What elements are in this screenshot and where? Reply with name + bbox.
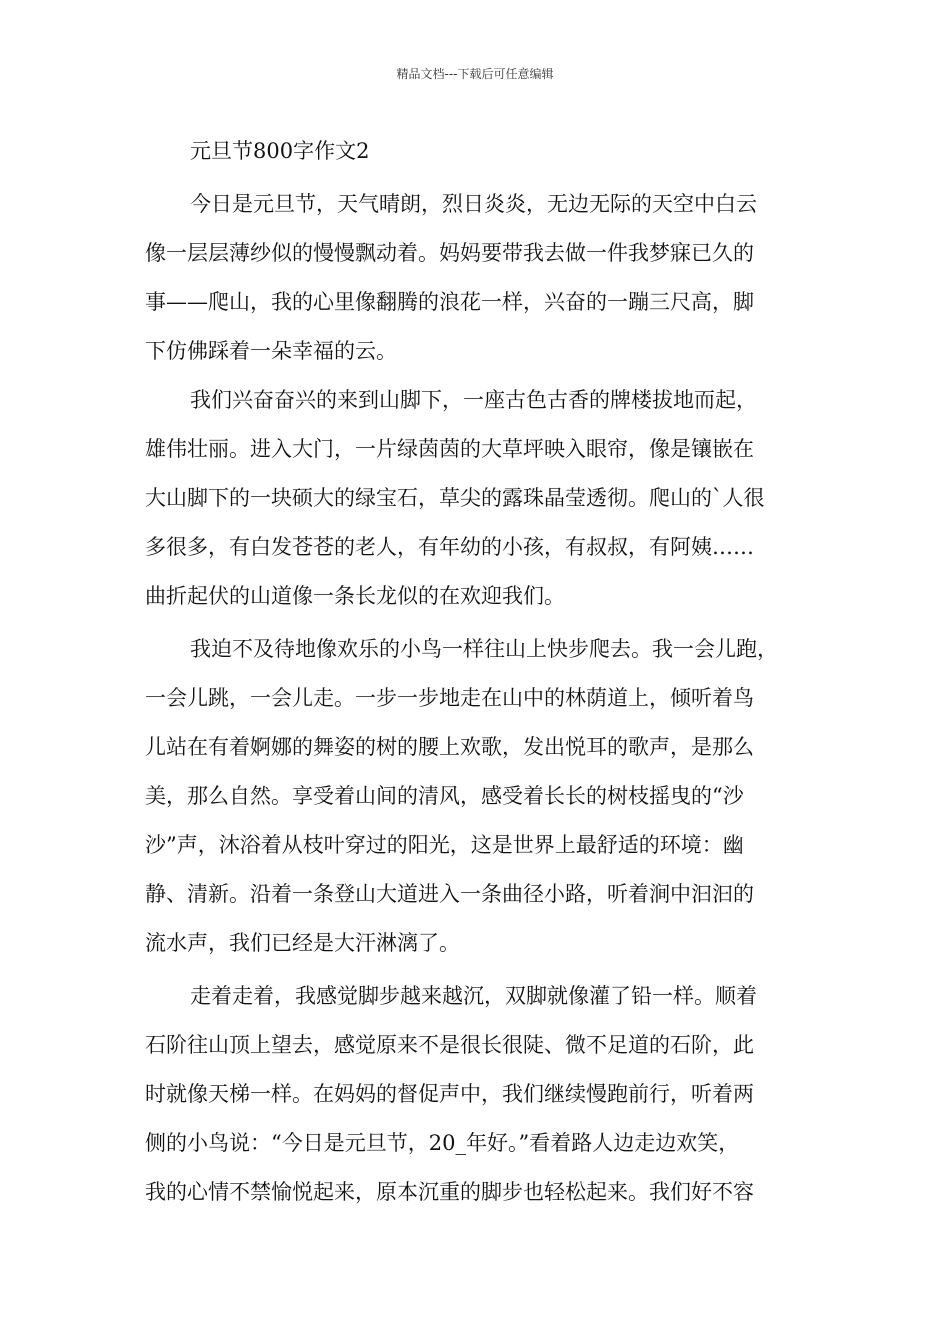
paragraph-line: 一会儿跳，一会儿走。一步一步地走在山中的林荫道上，倾听着鸟: [145, 686, 754, 710]
paragraph-line: 大山脚下的一块硕大的绿宝石，草尖的露珠晶莹透彻。爬山的`人很: [145, 486, 765, 510]
paragraph-line: 多很多，有白发苍苍的老人，有年幼的小孩，有叔叔，有阿姨……: [145, 535, 754, 559]
paragraph-line: 下仿佛踩着一朵幸福的云。: [145, 339, 397, 363]
paragraph-3: [145, 625, 805, 968]
paragraph-4: [145, 972, 805, 1217]
paragraph-1: [145, 180, 805, 376]
paragraph-line: 石阶往山顶上望去，感觉原来不是很长很陡、微不足道的石阶，此: [145, 1033, 754, 1057]
paragraph-line: 我迫不及待地像欢乐的小鸟一样往山上快步爬去。我一会儿跑，: [190, 637, 778, 661]
paragraph-line: 儿站在有着婀娜的舞姿的树的腰上欢歌，发出悦耳的歌声，是那么: [145, 735, 754, 759]
paragraph-line: 像一层层薄纱似的慢慢飘动着。妈妈要带我去做一件我梦寐已久的: [145, 241, 754, 265]
paragraph-line: 流水声，我们已经是大汗淋漓了。: [145, 931, 460, 955]
paragraph-line: 侧的小鸟说：“今日是元旦节，20_年好。”看着路人边走边欢笑，: [145, 1131, 740, 1155]
page-header: 精品文档---下载后可任意编辑: [396, 67, 554, 81]
paragraph-line: 事——爬山，我的心里像翻腾的浪花一样，兴奋的一蹦三尺高，脚: [145, 290, 754, 314]
paragraph-line: 静、清新。沿着一条登山大道进入一条曲径小路，听着涧中汩汩的: [145, 882, 754, 906]
paragraph-line: 今日是元旦节，天气晴朗，烈日炎炎，无边无际的天空中白云: [190, 192, 757, 216]
paragraph-line: 我的心情不禁愉悦起来，原本沉重的脚步也轻松起来。我们好不容: [145, 1180, 754, 1204]
paragraph-line: 时就像天梯一样。在妈妈的督促声中，我们继续慢跑前行，听着两: [145, 1082, 754, 1106]
paragraph-line: 美，那么自然。享受着山间的清风，感受着长长的树枝摇曳的“沙: [145, 784, 744, 808]
paragraph-line: 曲折起伏的山道像一条长龙似的在欢迎我们。: [145, 584, 565, 608]
document-title: 元旦节800字作文2: [190, 139, 370, 163]
paragraph-line: 走着走着，我感觉脚步越来越沉，双脚就像灌了铅一样。顺着: [190, 984, 757, 1008]
paragraph-line: 沙”声，沐浴着从枝叶穿过的阳光，这是世界上最舒适的环境：幽: [145, 833, 744, 857]
paragraph-line: 雄伟壮丽。进入大门，一片绿茵茵的大草坪映入眼帘，像是镶嵌在: [145, 437, 754, 461]
paragraph-line: 我们兴奋奋兴的来到山脚下，一座古色古香的牌楼拔地而起，: [190, 388, 757, 412]
paragraph-2: [145, 376, 805, 621]
